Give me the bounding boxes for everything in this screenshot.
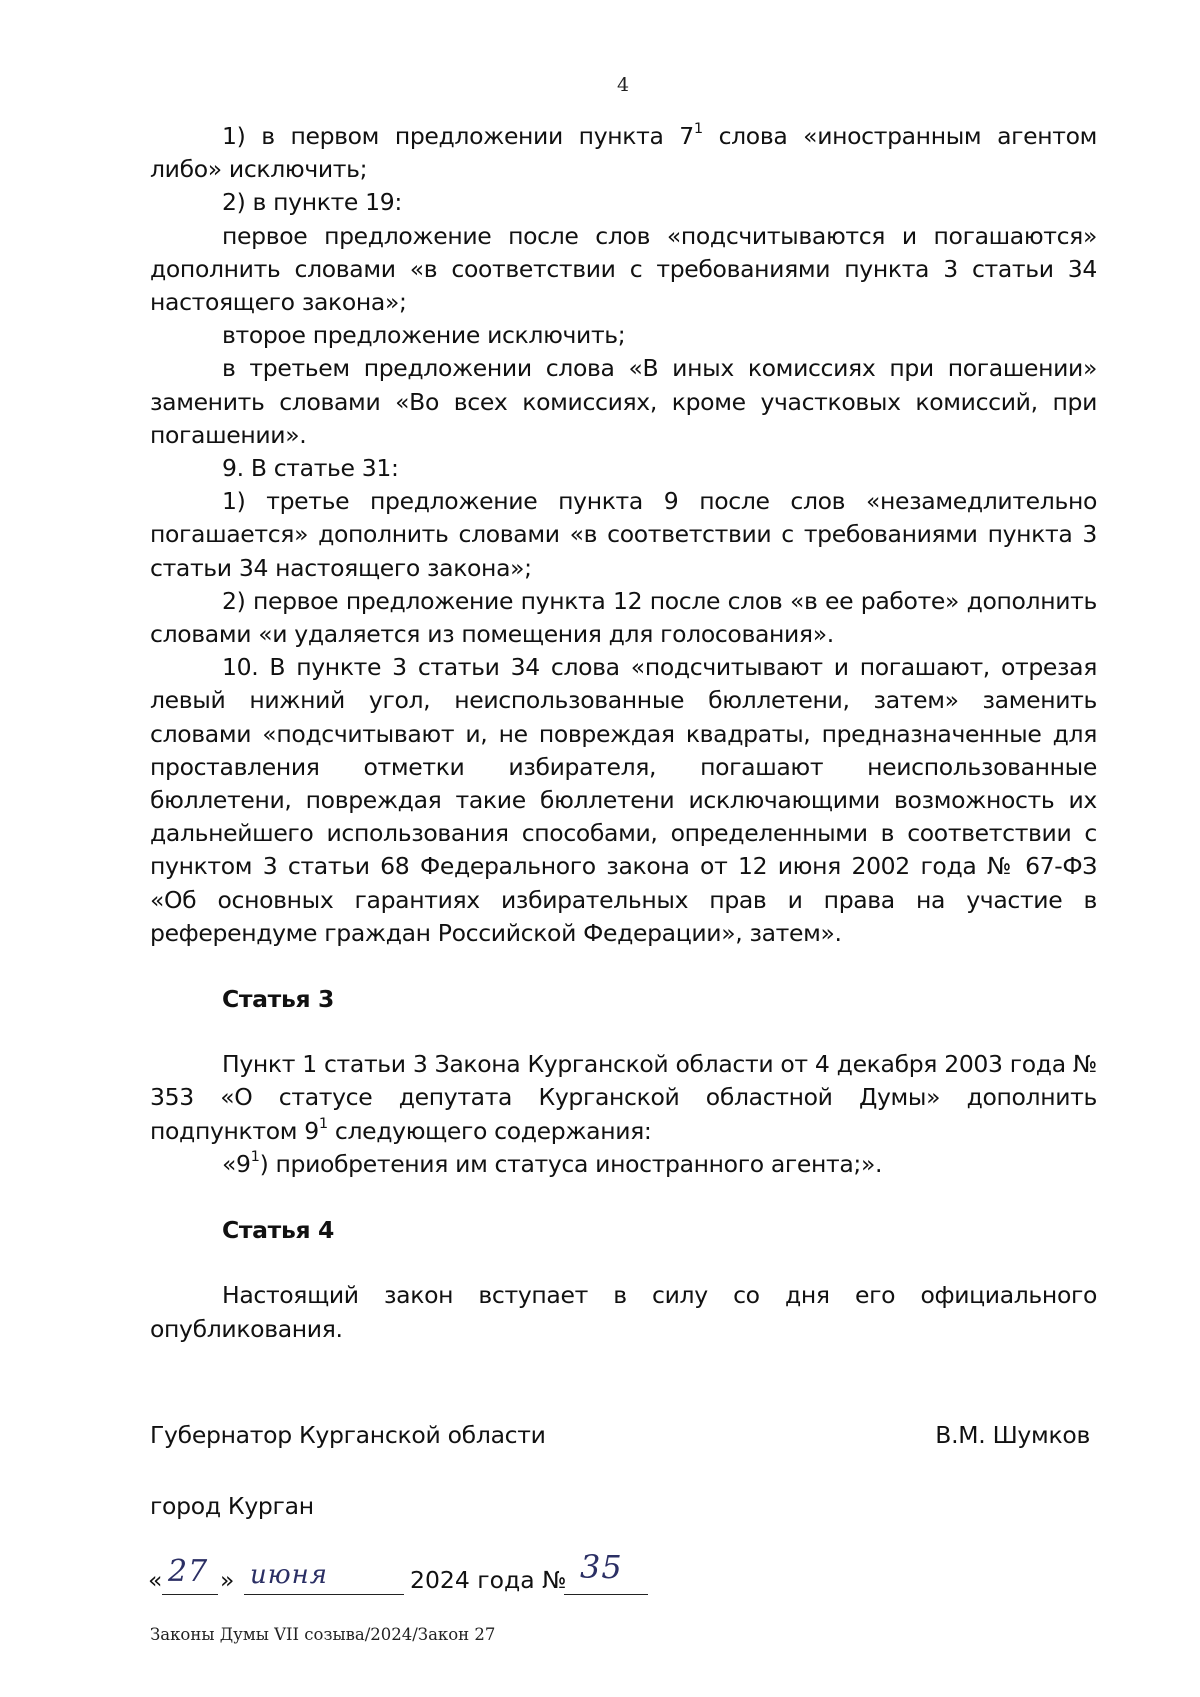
paragraph-text: 1) в первом предложении пункта 7 <box>222 122 694 150</box>
handwritten-day: 27 <box>168 1554 209 1589</box>
paragraph-article-31: 9. В статье 31: <box>222 454 399 483</box>
day-underline <box>162 1594 218 1595</box>
superscript: 1 <box>250 1147 260 1165</box>
page-number: 4 <box>616 74 630 96</box>
paragraph-article-34: 10. В пункте 3 статьи 34 слова «подсчитывают и погашают, отрезая левый нижний угол, неиспользованные бюллетени, затем» заменить словами «подсчитывают и, не повреждая квадраты, предназначенные для проставления отметки избирателя, погашают неиспользованные бюллетени, повреждая такие бюллетени исключающими возможность их дальнейшего использования способами, определенными в соответствии с пунктом 3 статьи 68 Федерального закона от 12 июня 2002 года № 67-ФЗ «Об основных гарантиях избирательных прав и права на участие в референдуме граждан Российской Федерации», затем». <box>150 653 1097 947</box>
paragraph-text: следующего содержания: <box>327 1116 652 1145</box>
footer-path: Законы Думы VII созыва/2024/Закон 27 <box>150 1625 496 1644</box>
paragraph-text: ) приобретения им статуса иностранного агента;». <box>259 1149 883 1178</box>
article-3-heading: Статья 3 <box>222 985 335 1014</box>
date-open-quote: « <box>148 1566 163 1594</box>
paragraph-first-sentence: первое предложение после слов «подсчитываются и погашаются» дополнить словами «в соответствии с требованиями пункта 3 статьи 34 настоящего закона»; <box>150 221 1097 317</box>
law-text <box>150 120 1097 1346</box>
paragraph-text: слова «иностранным агентом либо» исключить; <box>150 122 1097 184</box>
governor-name: В.М. Шумков <box>935 1421 1090 1449</box>
date-line <box>148 1548 708 1602</box>
paragraph-text: «9 <box>222 1149 251 1178</box>
superscript: 1 <box>693 120 703 138</box>
city-line: город Курган <box>150 1492 314 1520</box>
article-3-text <box>150 1048 1097 1148</box>
article-3-quote <box>150 1148 1097 1181</box>
handwritten-number: 35 <box>580 1548 623 1586</box>
paragraph-item-12: 2) первое предложение пункта 12 после слов «в ее работе» дополнить словами «и удаляется из помещения для голосования». <box>150 586 1097 649</box>
paragraph-third-sentence: в третьем предложении слова «В иных комиссиях при погашении» заменить словами «Во всех комиссиях, кроме участковых комиссий, при погашении». <box>150 354 1097 449</box>
paragraph-amend-7-1 <box>150 120 1097 186</box>
governor-title: Губернатор Курганской области <box>150 1421 546 1449</box>
article-4-heading: Статья 4 <box>222 1216 335 1245</box>
paragraph-text: Пункт 1 статьи 3 Закона Курганской области от 4 декабря 2003 года № 353 «О статусе депутата Курганской областной Думы» дополнить подпунктом 9 <box>150 1050 1097 1145</box>
paragraph-item-19: 2) в пункте 19: <box>222 188 402 217</box>
year-and-number-label: 2024 года № <box>410 1566 567 1594</box>
date-close-quote: » <box>220 1566 235 1594</box>
paragraph-item-9: 1) третье предложение пункта 9 после слов «незамедлительно погашается» дополнить словами «в соответствии с требованиями пункта 3 статьи 34 настоящего закона»; <box>150 487 1097 582</box>
article-4-text: Настоящий закон вступает в силу со дня его официального опубликования. <box>150 1281 1097 1343</box>
superscript: 1 <box>318 1114 328 1132</box>
handwritten-month: июня <box>250 1560 328 1590</box>
month-underline <box>244 1594 404 1595</box>
paragraph-second-sentence: второе предложение исключить; <box>222 321 626 350</box>
number-underline <box>564 1594 648 1595</box>
